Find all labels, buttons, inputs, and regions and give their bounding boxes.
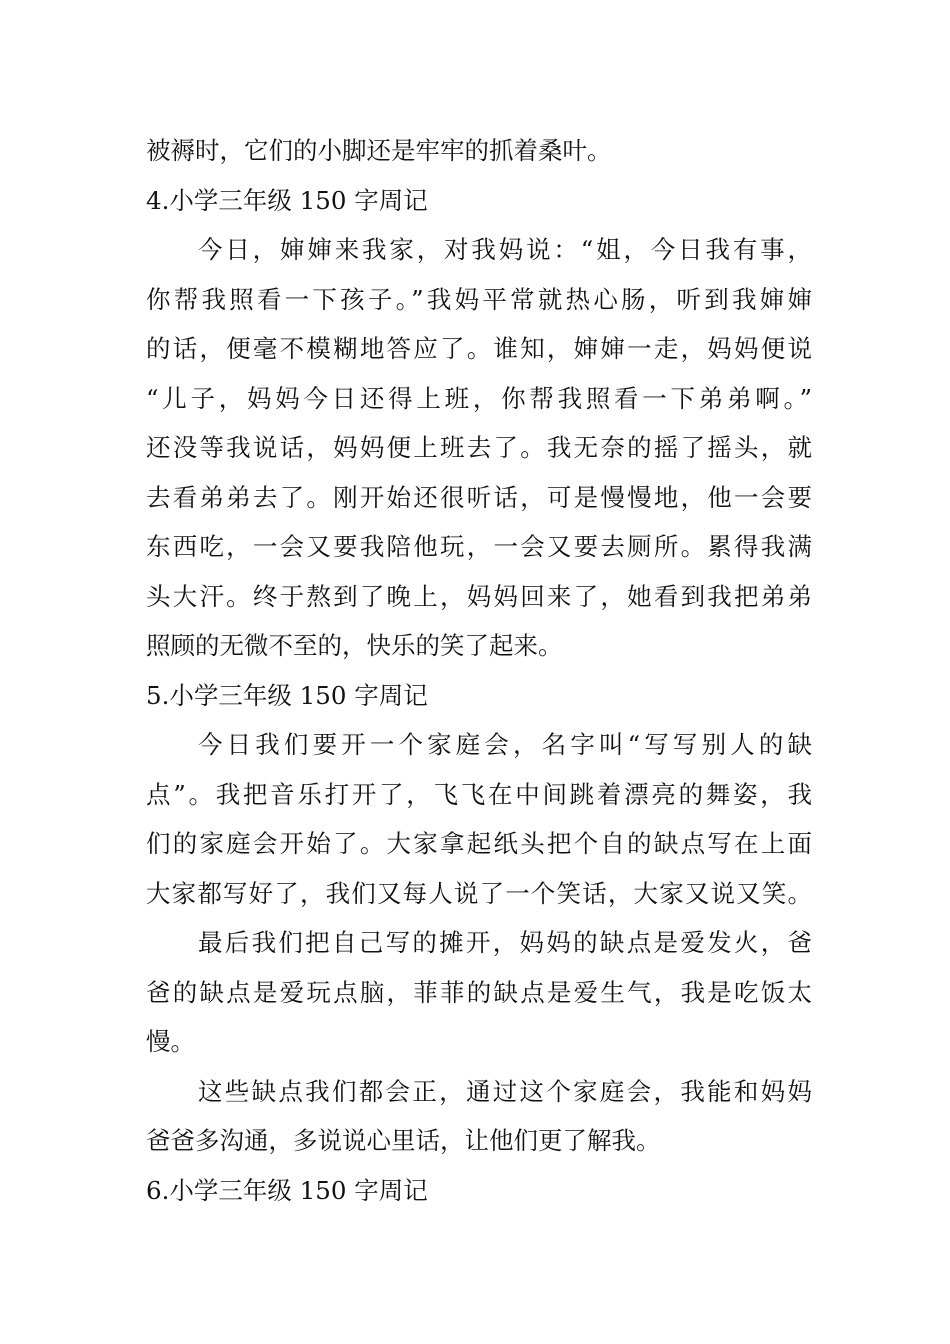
paragraph-line: 点”。我把音乐打开了，飞飞在中间跳着漂亮的舞姿，我 (146, 779, 812, 809)
paragraph-line: 的话，便毫不模糊地答应了。谁知，婶婶一走，妈妈便说 (146, 334, 812, 363)
paragraph-line: 今日，婶婶来我家，对我妈说：“姐，今日我有事， (198, 235, 812, 264)
paragraph-line: 照顾的无微不至的，快乐的笑了起来。 (146, 631, 563, 660)
paragraph-line: 今日我们要开一个家庭会，名字叫“写写别人的缺 (198, 730, 812, 759)
section-heading-6: 6.小学三年级 150 字周记 (146, 1175, 428, 1205)
paragraph-line: 爸爸多沟通，多说说心里话，让他们更了解我。 (146, 1126, 661, 1155)
text-line: 被褥时，它们的小脚还是牢牢的抓着桑叶。 (146, 136, 612, 165)
paragraph-line: 爸的缺点是爱玩点脑，菲菲的缺点是爱生气，我是吃饭太 (146, 977, 812, 1007)
paragraph-line: 最后我们把自己写的摊开，妈妈的缺点是爱发火，爸 (198, 928, 812, 957)
paragraph-line: 还没等我说话，妈妈便上班去了。我无奈的摇了摇头，就 (146, 433, 812, 462)
paragraph-line: 大家都写好了，我们又每人说了一个笑话，大家又说又笑。 (146, 878, 812, 908)
section-heading-4: 4.小学三年级 150 字周记 (146, 185, 428, 215)
paragraph-line: “儿子，妈妈今日还得上班，你帮我照看一下弟弟啊。” (146, 383, 812, 413)
paragraph-line: 你帮我照看一下孩子。”我妈平常就热心肠，听到我婶婶 (146, 284, 812, 314)
section-heading-5: 5.小学三年级 150 字周记 (146, 680, 428, 710)
paragraph-line: 慢。 (146, 1027, 195, 1056)
paragraph-line: 东西吃，一会又要我陪他玩，一会又要去厕所。累得我满 (146, 532, 812, 561)
paragraph-line: 这些缺点我们都会正，通过这个家庭会，我能和妈妈 (198, 1076, 812, 1106)
paragraph-line: 头大汗。终于熬到了晚上，妈妈回来了，她看到我把弟弟 (146, 581, 812, 611)
paragraph-line: 去看弟弟去了。刚开始还很听话，可是慢慢地，他一会要 (146, 482, 812, 512)
paragraph-line: 们的家庭会开始了。大家拿起纸头把个自的缺点写在上面 (146, 829, 812, 858)
document-body (146, 126, 812, 1215)
